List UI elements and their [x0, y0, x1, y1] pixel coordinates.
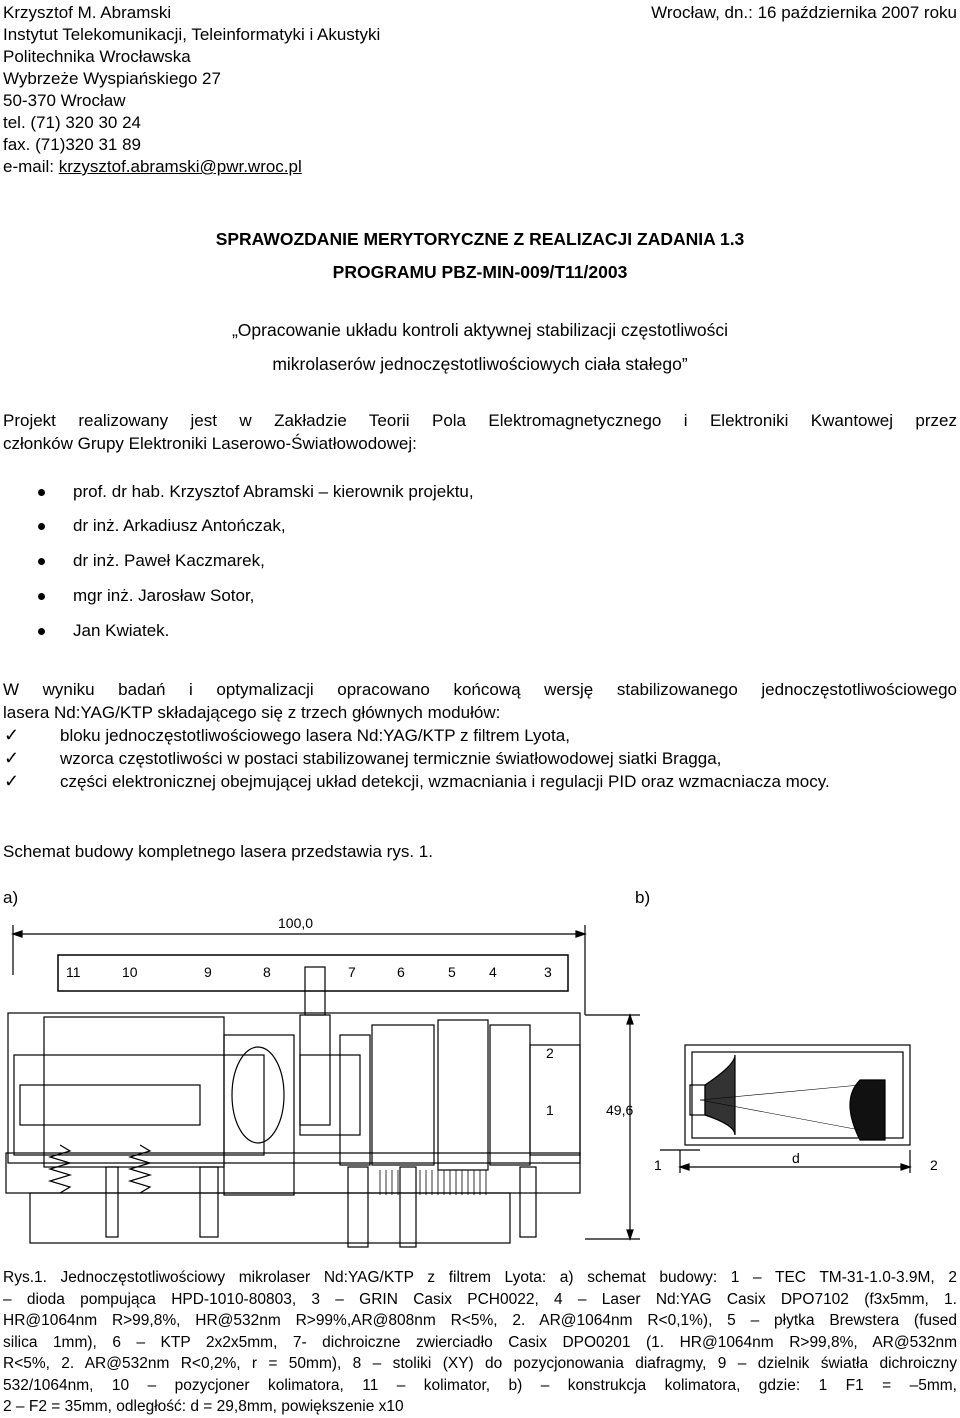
caption-line: silica 1mm), 6 – KTP 2x2x5mm, 7- dichroiczne zwierciadło Casix DPO0201 (1. HR@1064nm R>99,8%, AR@532nm — [3, 1333, 957, 1351]
dim-top-label: 100,0 — [278, 915, 314, 931]
collimator-label-2: 2 — [930, 1157, 938, 1173]
intro-line-2: członków Grupy Elektroniki Laserowo-Światłowodowej: — [3, 434, 417, 453]
results-line-2: lasera Nd:YAG/KTP składającego się z trzech głównych modułów: — [3, 703, 501, 722]
email-link[interactable]: krzysztof.abramski@pwr.wroc.pl — [58, 157, 302, 176]
institute: Instytut Telekomunikacji, Teleinformatyki i Akustyki — [3, 25, 381, 44]
team-member: Jan Kwiatek. — [73, 621, 170, 640]
check-icon: ✓ — [4, 771, 20, 791]
caption-line: HR@1064nm R>99,8%, HR@532nm R>99%,AR@808nm R<5%, 2. AR@1064nm R<0,1%), 5 – płytka Brewstera (fused — [3, 1312, 957, 1329]
part-number: 3 — [544, 964, 552, 980]
caption-line: Rys.1. Jednoczęstotliwościowy mikrolaser Nd:YAG/KTP z filtrem Lyota: a) schemat budowy: 1 – TEC TM-31-1.0-3.9M, 2 — [3, 1269, 957, 1286]
team-member: prof. dr hab. Krzysztof Abramski – kierownik projektu, — [73, 482, 474, 501]
schema-sentence: Schemat budowy kompletnego lasera przedstawia rys. 1. — [3, 842, 433, 861]
results-line-1: W wyniku badań i optymalizacji opracowano końcową wersję stabilizowanego jednoczęstotliwościowego — [3, 680, 957, 699]
bullet-icon — [38, 523, 45, 530]
part-number: 4 — [489, 964, 497, 980]
program-title: PROGRAMU PBZ-MIN-009/T11/2003 — [332, 262, 628, 282]
team-member: dr inż. Paweł Kaczmarek, — [73, 551, 265, 570]
module-item: bloku jednoczęstotliwościowego lasera Nd:YAG/KTP z filtrem Lyota, — [60, 726, 570, 745]
phone: tel. (71) 320 30 24 — [3, 113, 141, 132]
bullet-icon — [38, 489, 45, 496]
caption-line: – dioda pompująca HPD-1010-80803, 3 – GRIN Casix PCH0022, 4 – Laser Nd:YAG Casix DPO7102 (f3x5mm, 1. — [3, 1290, 957, 1308]
city: 50-370 Wrocław — [3, 91, 126, 110]
email-prefix: e-mail: — [3, 157, 59, 176]
check-icon: ✓ — [4, 748, 20, 768]
street: Wybrzeże Wyspiańskiego 27 — [3, 69, 221, 88]
figure-caption — [3, 1267, 957, 1418]
module-item: wzorca częstotliwości w postaci stabilizowanej termicznie światłowodowej siatki Bragga, — [60, 749, 722, 768]
university: Politechnika Wrocławska — [3, 47, 191, 66]
address-block — [3, 2, 380, 178]
bullet-icon — [38, 593, 45, 600]
author-name: Krzysztof M. Abramski — [3, 3, 172, 22]
part-number: 9 — [204, 964, 212, 980]
figure-label-a: a) — [3, 888, 19, 907]
part-number: 7 — [348, 964, 356, 980]
team-member: dr inż. Arkadiusz Antończak, — [73, 516, 286, 535]
part-number: 5 — [448, 964, 456, 980]
bullet-icon — [38, 558, 45, 565]
caption-line: 2 – F2 = 35mm, odległość: d = 29,8mm, powiększenie x10 — [3, 1398, 404, 1415]
email-line — [3, 156, 380, 178]
dim-height-label: 49,6 — [606, 1102, 634, 1118]
part-number: 6 — [397, 964, 405, 980]
part-number: 10 — [122, 964, 138, 980]
date-line: Wrocław, dn.: 16 października 2007 roku — [651, 3, 957, 22]
laser-schematic-figure — [0, 905, 960, 1260]
part-number-1: 1 — [546, 1102, 554, 1118]
bullet-icon — [38, 628, 45, 635]
intro-line-1: Projekt realizowany jest w Zakładzie Teorii Pola Elektromagnetycznego i Elektroniki Kwantowej przez — [3, 411, 957, 430]
collimator-label-1: 1 — [654, 1157, 662, 1173]
check-icon: ✓ — [4, 725, 20, 745]
part-number: 11 — [66, 964, 81, 980]
figure-label-b: b) — [635, 888, 651, 907]
caption-line: R<5%, 2. AR@532nm R<0,2%, r = 50mm), 8 – stoliki (XY) do pozycjonowania diafragmy, 9 – dzielnik światła dichroiczny — [3, 1355, 957, 1372]
module-item: części elektronicznej obejmującej układ detekcji, wzmacniania i regulacji PID oraz wzmacniacza mocy. — [60, 772, 830, 791]
caption-line: 532/1064nm, 10 – pozycjoner kolimatora, 11 – kolimator, b) – konstrukcja kolimatora, gdzie: 1 F1 = –5mm, — [3, 1376, 957, 1394]
part-number: 8 — [263, 964, 271, 980]
team-member: mgr inż. Jarosław Sotor, — [73, 586, 255, 605]
report-title: SPRAWOZDANIE MERYTORYCZNE Z REALIZACJI ZADANIA 1.3 — [215, 229, 745, 249]
fax: fax. (71)320 31 89 — [3, 135, 141, 154]
subtitle-line-1: „Opracowanie układu kontroli aktywnej stabilizacji częstotliwości — [231, 320, 729, 340]
part-number-2: 2 — [546, 1045, 554, 1061]
subtitle-line-2: mikrolaserów jednoczęstotliwościowych ciała stałego” — [272, 354, 688, 374]
collimator-label-d: d — [792, 1150, 800, 1166]
